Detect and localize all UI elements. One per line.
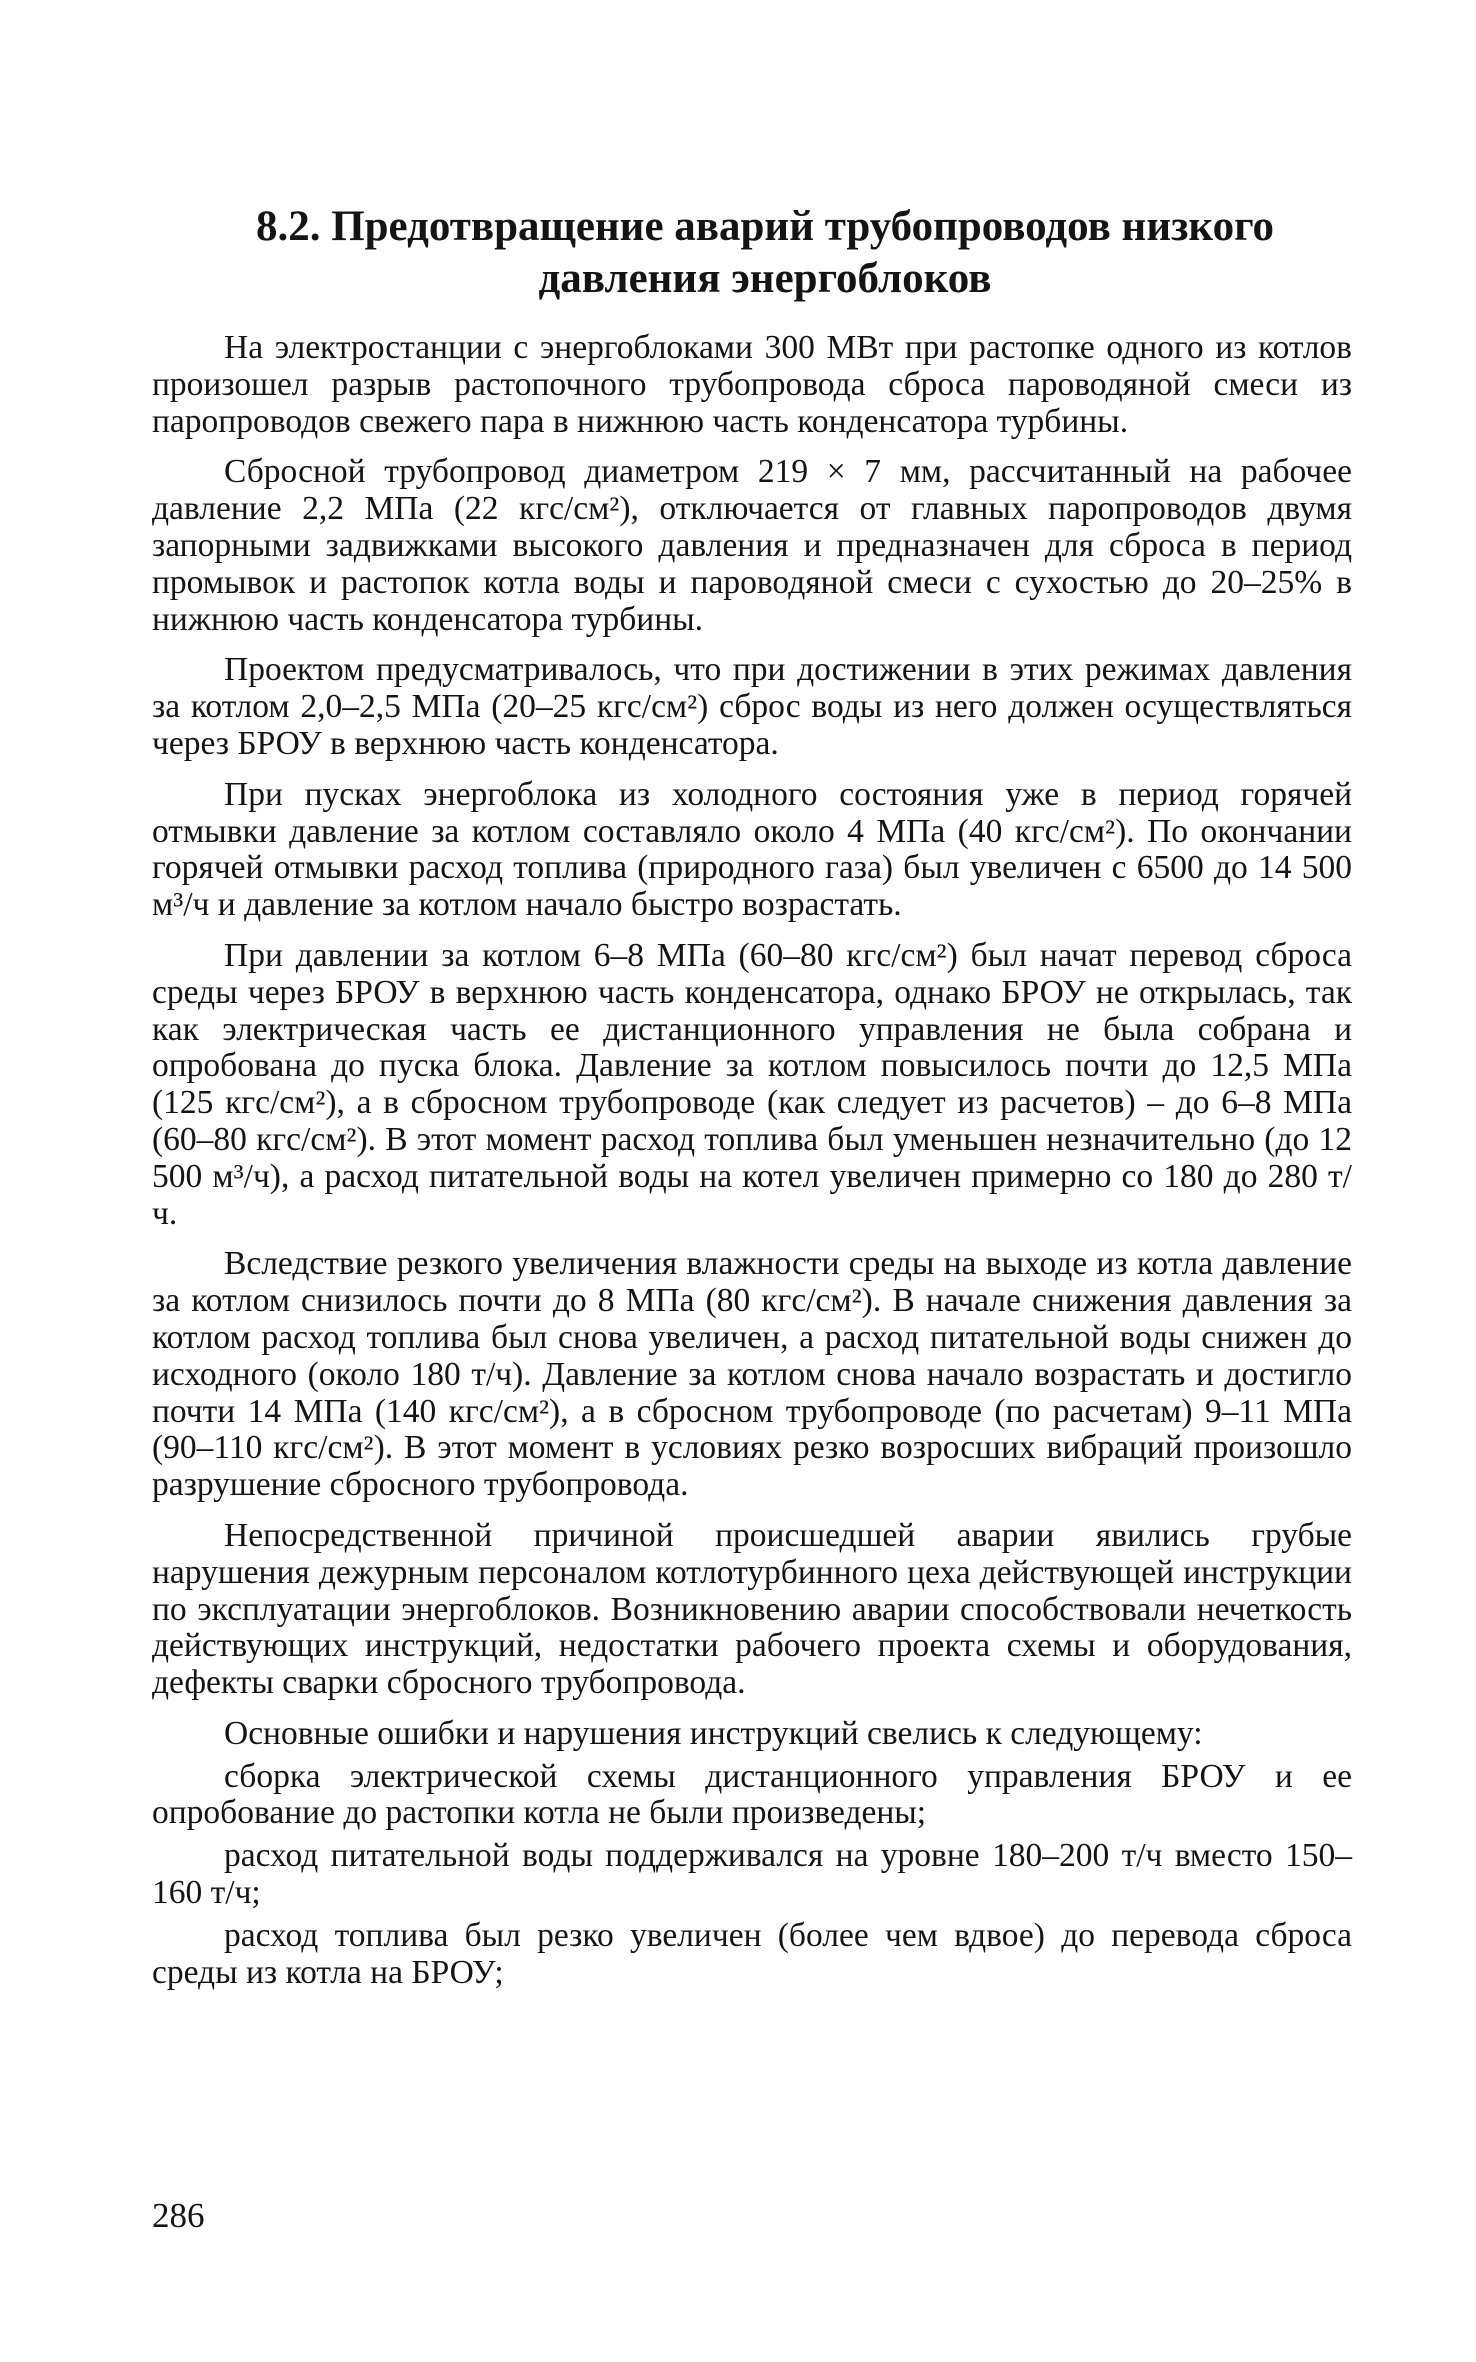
- list-item-fuel-flow: расход топлива был резко увеличен (более чем вдвое) до перевода сброса среды из котла на БРОУ;: [152, 1916, 1352, 1991]
- paragraph-brou-failure: При давлении за котлом 6–8 МПа (60–80 кгс/см²) был начат перевод сброса среды через БРОУ в верхнюю часть конденсатора, однако БРОУ не открылась, так как электрическая часть ее дистанционного управления не была собрана и опробована до пуска блока. Давление за котлом повысилось почти до 12,5 МПа (125 кгс/см²), а в сбросном трубопроводе (как следует из расчетов) – до 6–8 МПа (60–80 кгс/см²). В этот момент расход топлива был уменьшен незначительно (до 12 500 м³/ч), а расход питательной воды на котел увеличен примерно со 180 до 280 т/ч.: [152, 936, 1352, 1232]
- paragraph-main-errors: Основные ошибки и нарушения инструкций свелись к следующему:: [224, 1714, 1203, 1752]
- paragraph-project-design: Проектом предусматривалось, что при достижении в этих режимах давления за котлом 2,0–2,5 МПа (20–25 кгс/см²) сброс воды из него должен осуществляться через БРОУ в верхнюю часть конденсатора.: [152, 651, 1352, 762]
- list-item-feedwater-flow: расход питательной воды поддерживался на уровне 180–200 т/ч вместо 150–160 т/ч;: [152, 1837, 1352, 1912]
- paragraph-direct-cause: Непосредственной причиной происшедшей аварии явились грубые нарушения дежурным персоналом котлотурбинного цеха действующей инструкции по эксплуатации энергоблоков. Возникновению аварии способствовали нечеткость действующих инструкций, недостатки рабочего проекта схемы и оборудования, дефекты сварки сбросного трубопровода.: [152, 1516, 1352, 1702]
- paragraph-power-plant-accident: На электростанции с энергоблоками 300 МВт при растопке одного из котлов произошел разрыв растопочного трубопровода сброса пароводяной смеси из паропроводов свежего пара в нижнюю часть конденсатора турбины.: [152, 329, 1352, 440]
- paragraph-cold-start: При пусках энергоблока из холодного состояния уже в период горячей отмывки давление за котлом составляло около 4 МПа (40 кгс/см²). По окончании горячей отмывки расход топлива (природного газа) был увеличен с 6500 до 14 500 м³/ч и давление за котлом начало быстро возрастать.: [152, 775, 1352, 924]
- paragraph-discharge-pipeline: Сбросной трубопровод диаметром 219 × 7 мм, рассчитанный на рабочее давление 2,2 МПа (22 кгс/см²), отключается от главных паропроводов двумя запорными задвижками высокого давления и предназначен для сброса в период промывок и растопок котла воды и пароводяной смеси с сухостью до 20–25% в нижнюю часть конденсатора турбины.: [152, 453, 1352, 638]
- paragraph-pressure-rise: Вследствие резкого увеличения влажности среды на выходе из котла давление за котлом снизилось почти до 8 МПа (80 кгс/см²). В начале снижения давления за котлом расход топлива был снова увеличен, а расход питательной воды снижен до исходного (около 180 т/ч). Давление за котлом снова начало возрастать и достигло почти 14 МПа (140 кгс/см²), а в сбросном трубопроводе (по расчетам) 9–11 МПа (90–110 кгс/см²). В этот момент в условиях резко возросших вибраций произошло разрушение сбросного трубопровода.: [152, 1245, 1352, 1504]
- list-item-brou-assembly: сборка электрической схемы дистанционного управления БРОУ и ее опробование до растопки котла не были произведены;: [152, 1757, 1352, 1832]
- section-heading: [180, 201, 1350, 305]
- page-number: 286: [152, 2196, 205, 2235]
- body-text: [152, 330, 1352, 1997]
- section-heading-line-2: давления энергоблоков: [538, 254, 992, 302]
- section-heading-line-1: 8.2. Предотвращение аварий трубопроводов низкого: [255, 202, 1275, 250]
